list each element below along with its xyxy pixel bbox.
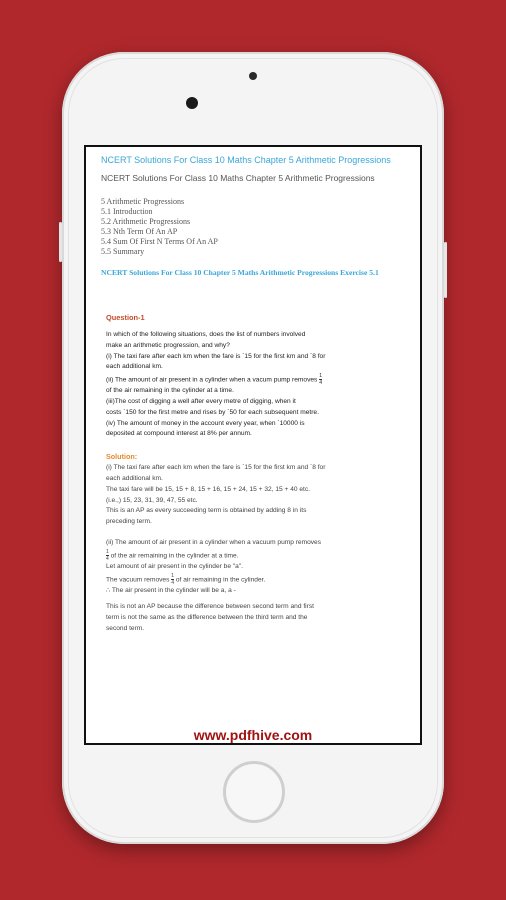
text-segment: (ii) The amount of air present in a cylinder when a vacum pump removes [106,376,318,384]
question-label: Question-1 [106,313,145,322]
phone-side-button [59,222,62,262]
phone-screen[interactable] [84,145,422,745]
text-line: costs `150 for the first metre and rises by `50 for each subsequent metre. [106,408,319,416]
toc-item[interactable]: 5.1 Introduction [101,207,153,216]
text-line: (i) The taxi fare after each km when the fare is `15 for the first km and `8 for [106,464,326,472]
speaker-icon [249,72,257,80]
solution-label: Solution: [106,452,138,462]
solution-body [106,463,410,635]
text-line: each additional km. [106,363,163,371]
text-segment: of the air remaining in the cylinder at a time. [110,552,239,560]
text-line: make an arithmetic progression, and why? [106,341,230,349]
text-line: of the air remaining in the cylinder at a time. [106,387,234,395]
text-line: (iii)The cost of digging a well after every metre of digging, when it [106,398,296,406]
text-line: (i.e.,) 15, 23, 31, 39, 47, 55 etc. [106,496,198,504]
home-button[interactable] [223,761,285,823]
toc-item[interactable]: 5.2 Arithmetic Progressions [101,217,191,226]
text-line: preceding term. [106,518,152,526]
text-line: In which of the following situations, does the list of numbers involved [106,331,306,338]
toc-item[interactable]: 5 Arithmetic Progressions [101,197,185,206]
question-body [106,330,410,440]
text-line: (ii) The amount of air present in a cylinder when a vacuum pump removes [106,539,322,546]
text-line: each additional km. [106,475,163,483]
watermark-text: www.pdfhive.com [193,727,313,743]
text-line: term is not the same as the difference between the third term and the [106,614,308,622]
toc-item[interactable]: 5.4 Sum Of First N Terms Of An AP [101,237,218,246]
page-link-title[interactable]: NCERT Solutions For Class 10 Maths Chapter 5 Arithmetic Progressions [101,155,391,165]
text-line [106,373,388,386]
toc-item[interactable]: 5.3 Nth Term Of An AP [101,227,178,236]
text-line: Let amount of air present in the cylinder be "a". [106,562,244,570]
table-of-contents [101,197,410,257]
text-line: This is an AP as every succeeding term is obtained by adding 8 in its [106,507,307,515]
fraction: $\frac{1}{4}$ [106,548,109,562]
text-segment: ∴ The air present in the cylinder will be a, a - [106,586,236,594]
exercise-heading: NCERT Solutions For Class 10 Chapter 5 Maths Arithmetic Progressions Exercise 5.1 [101,268,379,277]
text-line [106,573,388,586]
page-subtitle: NCERT Solutions For Class 10 Maths Chapter 5 Arithmetic Progressions [101,173,375,183]
text-line: The taxi fare will be 15, 15 + 8, 15 + 16, 15 + 24, 15 + 32, 15 + 40 etc. [106,485,310,493]
text-line: deposited at compound interest at 8% per annum. [106,430,252,438]
text-segment: The vacuum removes [106,575,170,583]
text-segment: of air remaining in the cylinder. [175,575,266,583]
toc-item[interactable]: 5.5 Summary [101,247,145,256]
camera-icon [186,97,198,109]
phone-side-button [444,242,447,298]
phone-frame [62,52,444,844]
text-line: This is not an AP because the difference between second term and first [106,603,314,611]
text-line: (i) The taxi fare after each km when the fare is `15 for the first km and `8 for [106,352,326,360]
text-line: (iv) The amount of money in the account every year, when `10000 is [106,419,305,427]
text-line [106,586,388,597]
fraction: $\frac{1}{4}$ [171,572,175,586]
fraction: $\frac{1}{4}$ [319,373,322,387]
text-line [106,549,388,562]
text-line: second term. [106,625,145,633]
